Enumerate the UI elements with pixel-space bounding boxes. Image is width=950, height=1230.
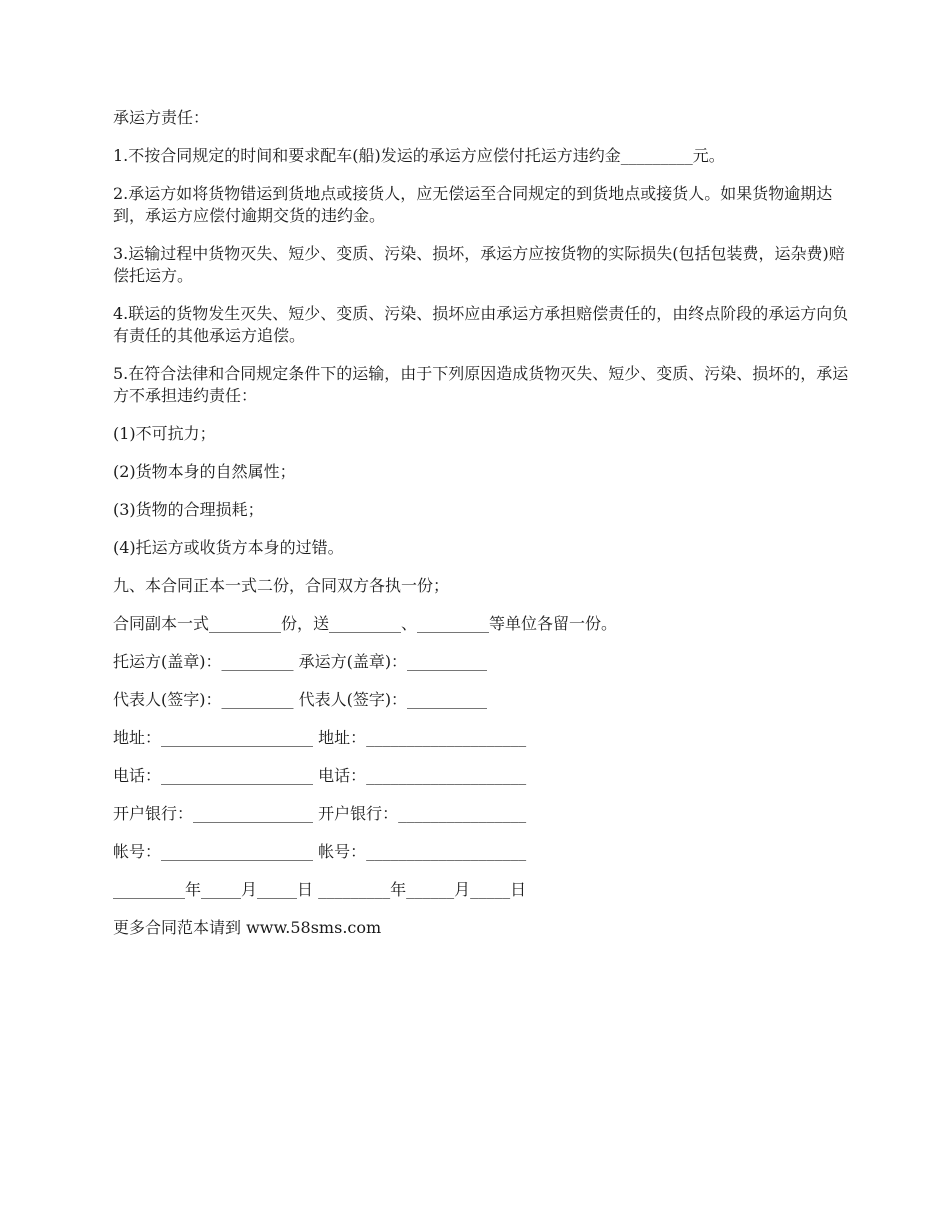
exemption-item-4: (4)托运方或收货方本身的过错。 — [113, 538, 344, 557]
account-line: 帐号：___________________ 帐号：____________________ — [113, 842, 527, 861]
clause-4: 4.联运的货物发生灭失、短少、变质、污染、损坏应由承运方承担赔偿责任的，由终点阶段的承运方向负有责任的其他承运方追偿。 — [113, 304, 849, 345]
exemption-item-1: (1)不可抗力； — [113, 424, 216, 443]
representative-line: 代表人(签字)：_________ 代表人(签字)：__________ — [113, 690, 488, 709]
carrier-liability-heading: 承运方责任： — [113, 108, 210, 127]
address-line: 地址：___________________ 地址：____________________ — [113, 728, 527, 747]
contract-page — [113, 107, 853, 955]
section-nine: 九、本合同正本一式二份，合同双方各执一份； — [113, 576, 450, 595]
clause-5: 5.在符合法律和合同规定条件下的运输，由于下列原因造成货物灭失、短少、变质、污染、损坏的，承运方不承担违约责任： — [113, 364, 849, 405]
seal-line: 托运方(盖章)：_________ 承运方(盖章)：__________ — [113, 652, 488, 671]
clause-2: 2.承运方如将货物错运到货地点或接货人，应无偿运至合同规定的到货地点或接货人。如果货物逾期达到，承运方应偿付逾期交货的违约金。 — [113, 184, 833, 225]
date-line: _________年_____月_____日 _________年______月_____日 — [113, 880, 527, 899]
bank-line: 开户银行：_______________ 开户银行：________________ — [113, 804, 527, 823]
exemption-item-3: (3)货物的合理损耗； — [113, 500, 264, 519]
copies-line: 合同副本一式_________份，送_________、_________等单位各留一份。 — [113, 614, 618, 633]
exemption-item-2: (2)货物本身的自然属性； — [113, 462, 296, 481]
phone-line: 电话：___________________ 电话：____________________ — [113, 766, 527, 785]
clause-3: 3.运输过程中货物灭失、短少、变质、污染、损坏，承运方应按货物的实际损失(包括包装费，运杂费)赔偿托运方。 — [113, 244, 845, 285]
footer-link-text: 更多合同范本请到 www.58sms.com — [113, 918, 382, 937]
clause-1: 1.不按合同规定的时间和要求配车(船)发运的承运方应偿付托运方违约金_________元。 — [113, 146, 725, 165]
